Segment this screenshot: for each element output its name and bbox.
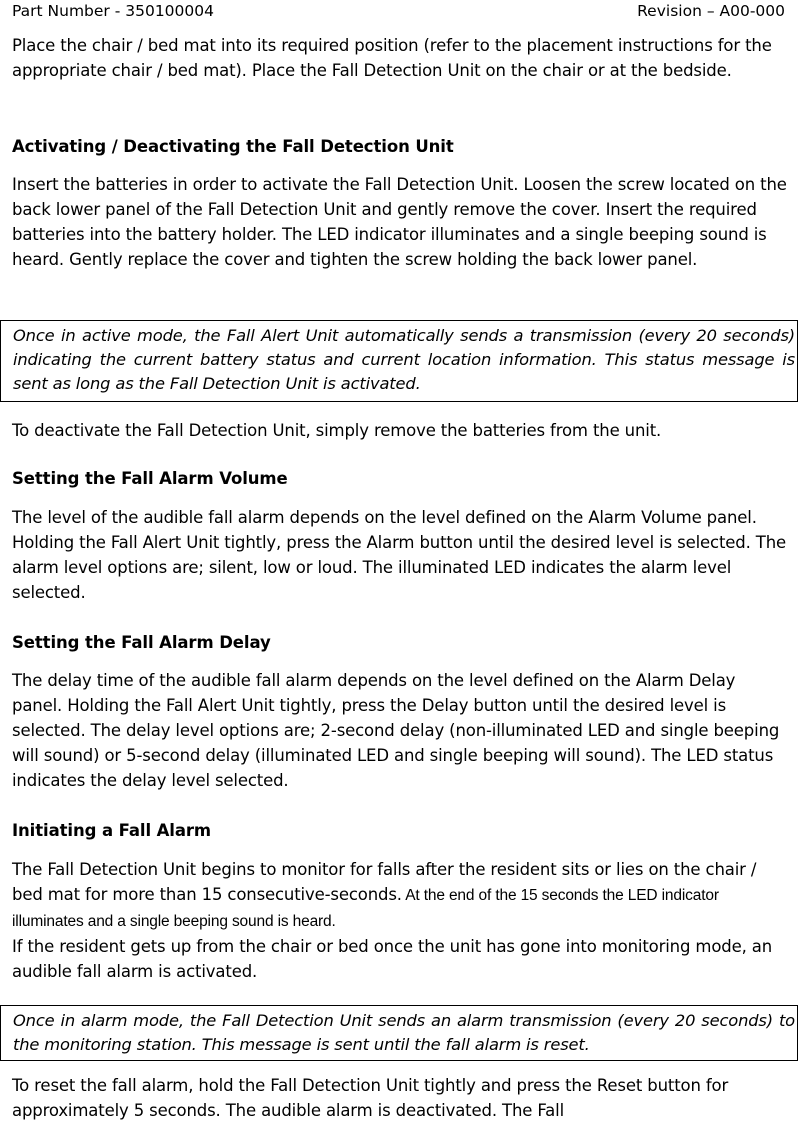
alarm-mode-note-text: Once in alarm mode, the Fall Detection Unit sends an alarm transmission (every 20 seconds) to the monitoring station. This message is sent until the fall alarm is reset. xyxy=(13,1011,795,1054)
delay-paragraph: The delay time of the audible fall alarm depends on the level defined on the Alarm Delay panel. Holding the Fall Alert Unit tightly, press the Delay button until the desired level is selected. The delay level options are; 2-second delay (non-illuminated LED and single beeping will sound) or 5-second delay (illuminated LED and single beeping will sound). The LED status indicates the delay level selected. xyxy=(12,671,780,790)
revision: Revision – A00-000 xyxy=(637,2,785,20)
initiating-text-part1: The Fall Detection Unit begins to monitor for falls after the resident sits or lies on the chair / bed mat for more than 15 consecutive-seconds. xyxy=(12,860,757,904)
heading-initiating: Initiating a Fall Alarm xyxy=(12,821,212,840)
initiating-paragraph xyxy=(12,857,788,984)
volume-paragraph: The level of the audible fall alarm depends on the level defined on the Alarm Volume panel. Holding the Fall Alert Unit tightly, press the Alarm button until the desired level is selected. The alarm level options are; silent, low or loud. The illuminated LED indicates the alarm level selected. xyxy=(12,508,787,602)
active-mode-note-text: Once in active mode, the Fall Alert Unit automatically sends a transmission (every 20 seconds) indicating the current battery status and current location information. This status message is sent as long as the Fall Detection Unit is activated. xyxy=(13,326,795,393)
heading-delay: Setting the Fall Alarm Delay xyxy=(12,633,271,652)
deactivate-paragraph: To deactivate the Fall Detection Unit, simply remove the batteries from the unit. xyxy=(12,421,662,440)
intro-paragraph: Place the chair / bed mat into its required position (refer to the placement instructions for the appropriate chair / bed mat). Place the Fall Detection Unit on the chair or at the bedside. xyxy=(12,36,772,80)
initiating-text-part3: If the resident gets up from the chair or bed once the unit has gone into monitoring mode, an audible fall alarm is activated. xyxy=(12,937,773,981)
page-header xyxy=(12,0,785,22)
reset-paragraph: To reset the fall alarm, hold the Fall Detection Unit tightly and press the Reset button for approximately 5 seconds. The audible alarm is deactivated. The Fall xyxy=(12,1076,729,1120)
heading-activating: Activating / Deactivating the Fall Detection Unit xyxy=(12,137,454,156)
heading-volume: Setting the Fall Alarm Volume xyxy=(12,469,288,488)
activating-paragraph: Insert the batteries in order to activate the Fall Detection Unit. Loosen the screw located on the back lower panel of the Fall Detection Unit and gently remove the cover. Insert the required batteries into the battery holder. The LED indicator illuminates and a single beeping sound is heard. Gently replace the cover and tighten the screw holding the back lower panel. xyxy=(12,175,787,269)
active-mode-note xyxy=(0,320,798,402)
alarm-mode-note xyxy=(0,1005,798,1061)
initiating-text-part2: At the end of the 15 seconds the LED indicator illuminates and a single beeping sound is heard. xyxy=(12,887,719,930)
part-number: Part Number - 350100004 xyxy=(12,2,214,20)
